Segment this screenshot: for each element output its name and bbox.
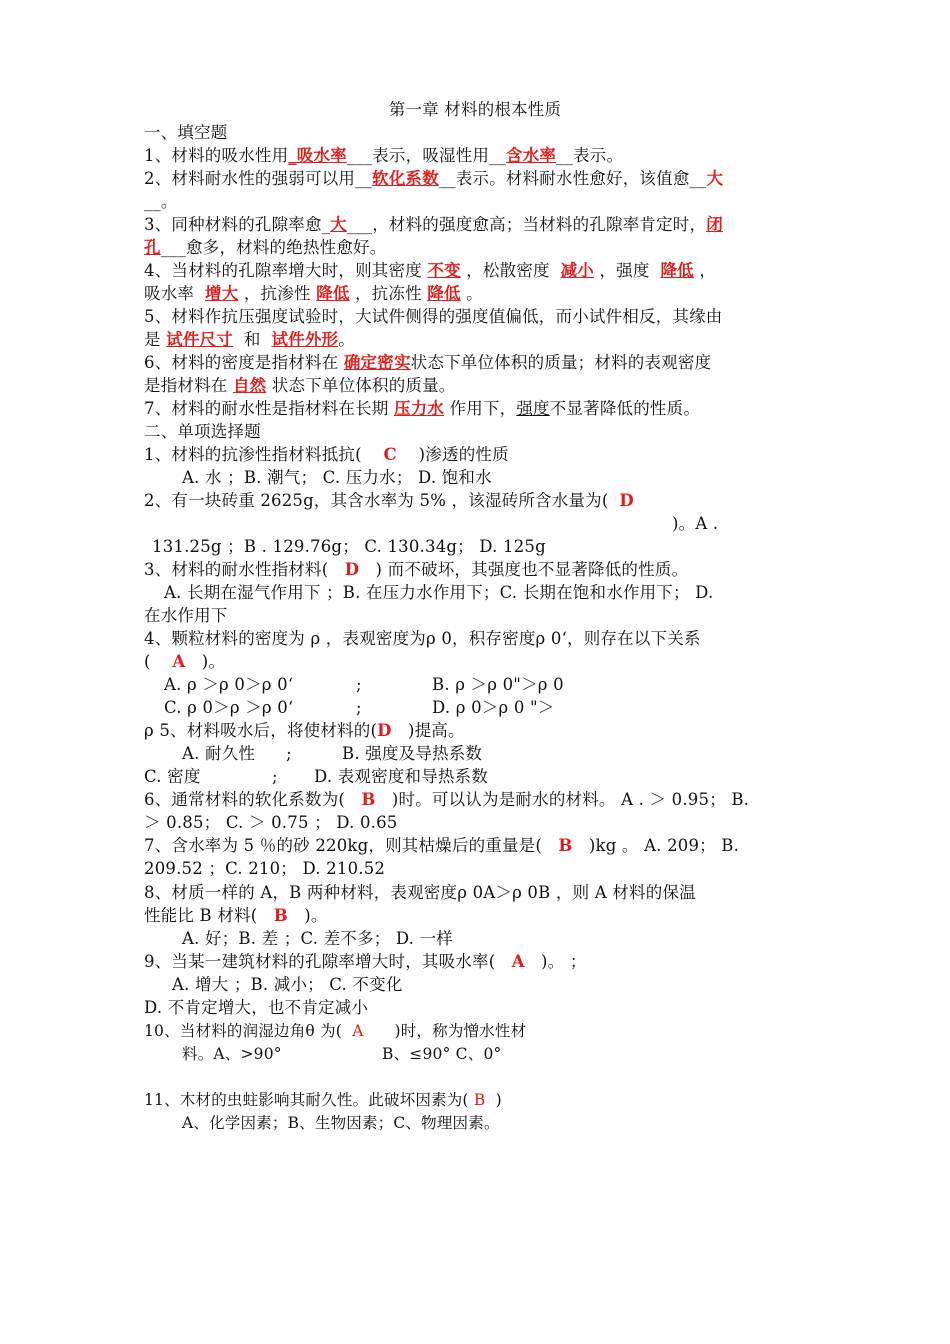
answer-letter: B [273,906,288,925]
answer-letter: D [619,491,634,510]
answer-letter: B [473,1091,486,1109]
fill-q2: 2、材料耐水性的强弱可以用__软化系数__表示。材料耐水性愈好，该值愈__大 [144,169,724,188]
choice-q5-options-ab: A. 耐久性 ; B. 强度及导热系数 [182,744,483,763]
section-heading-fill-in: 一、填空题 [144,123,228,142]
fill-q6-cont: 是指材料在 自然 状态下单位体积的质量。 [144,376,456,395]
choice-q5-options-cd: C. 密度 ; D. 表观密度和导热系数 [144,767,489,786]
choice-q11: 11、木材的虫蛀影响其耐久性。此破坏因素为( B ) [144,1091,502,1109]
answer-letter: A [352,1022,364,1040]
answer-blank: 大 [706,169,724,188]
answer-letter: D [344,560,360,579]
answer-blank: 软化系数 [372,169,439,188]
answer-blank: 试件外形 [271,330,339,349]
choice-q4-options-ab: A. ρ ＞ρ 0＞ρ 0‘ ; B. ρ ＞ρ 0"＞ρ 0 [164,675,564,694]
choice-q6: 6、通常材料的软化系数为( B )时。可以认为是耐水的材料。 A . ＞ 0.95； B. [144,790,750,809]
fill-q5-cont: 是 试件尺寸 和 试件外形。 [144,330,355,349]
choice-q6-options: ＞ 0.85； C. ＞ 0.75 ； D. 0.65 [144,813,398,832]
choice-q4-cont: ( A )。 [144,652,226,671]
answer-letter: D [377,721,392,740]
choice-q3-options: A. 长期在湿气作用下 ；B. 在压力水作用下；C. 长期在饱和水作用下； D. [164,583,714,602]
answer-blank: 含水率 [506,146,557,165]
fill-q3: 3、同种材料的孔隙率愈_大___，材料的强度愈高；当材料的孔隙率肯定时，闭 [144,215,723,234]
section-heading-choice: 二、单项选择题 [144,422,261,441]
choice-q3: 3、材料的耐水性指材料( D ) 而不破坏，其强度也不显著降低的性质。 [144,560,689,579]
answer-blank: 孔 [144,238,161,257]
choice-q10-cont: 料。A、>90° B、≤90° C、0° [182,1045,502,1063]
fill-q3-cont: 孔___愈多，材料的绝热性愈好。 [144,238,387,257]
choice-q2-cont: )。A . [672,514,719,533]
answer-blank: 大 [330,215,347,234]
choice-q9-options: A. 增大 ；B. 减小； C. 不变化 [172,975,403,994]
fill-q1: 1、材料的吸水性用_吸水率___表示，吸湿性用__含水率__表示。 [144,146,624,165]
chapter-title: 第一章 材料的根本性质 [388,100,562,119]
answer-blank: 闭 [706,215,723,234]
choice-q8-cont: 性能比 B 材料( B )。 [144,906,328,925]
choice-q8: 8、材质一样的 A，B 两种材料，表观密度ρ 0A＞ρ 0B ，则 A 材料的保温 [144,883,696,902]
choice-q4: 4、颗粒材料的密度为 ρ ，表观密度为ρ 0，积存密度ρ 0‘，则存在以下关系 [144,629,701,648]
choice-q1-options: A. 水 ；B. 潮气； C. 压力水； D. 饱和水 [182,468,492,487]
answer-blank: 确定密实 [343,353,411,372]
fill-q2-cont: __。 [144,192,178,211]
answer-blank: _吸水率 [288,146,347,165]
choice-q4-options-cd: C. ρ 0＞ρ ＞ρ 0‘ ; D. ρ 0＞ρ 0 "＞ [164,698,555,717]
choice-q5: ρ 5、材料吸水后，将使材料的(D )提高。 [144,721,465,740]
fill-q4: 4、当材料的孔隙率增大时，则其密度 不变 ，松散密度 减小 ，强度 降低 ， [144,261,717,280]
fill-q4-cont: 吸水率 增大 ，抗渗性 降低 ，抗冻性 降低 。 [144,284,483,303]
choice-q9-options-cont: D. 不肯定增大，也不肯定减小 [144,998,369,1017]
answer-letter: C [383,445,397,464]
choice-q3-options-cont: 在水作用下 [144,606,228,625]
choice-q10: 10、当材料的润湿边角θ 为( A )时，称为憎水性材 [144,1022,527,1040]
fill-q5: 5、材料作抗压强度试验时，大试件侧得的强度值偏低，而小试件相反，其缘由 [144,307,723,326]
answer-letter: B [361,790,376,809]
answer-letter: A [172,652,186,671]
answer-blank: 降低 [660,261,694,280]
answer-blank: 增大 [205,284,239,303]
choice-q11-options: A、化学因素；B、生物因素；C、物理因素。 [182,1114,500,1132]
fill-q7: 7、材料的耐水性是指材料在长期 压力水 作用下，强度不显著降低的性质。 [144,399,701,418]
answer-blank: 自然 [232,376,267,395]
fill-q6: 6、材料的密度是指材料在 确定密实状态下单位体积的质量；材料的表观密度 [144,353,712,372]
answer-blank: 试件尺寸 [166,330,233,349]
choice-q7-options: 209.52 ；C. 210； D. 210.52 [144,859,386,878]
choice-q7: 7、含水率为 5 ％的砂 220kg，则其枯燥后的重量是( B )kg 。 A. 209； B. [144,836,740,855]
answer-blank: 减小 [560,261,595,280]
answer-blank: 降低 [316,284,350,303]
choice-q9: 9、当某一建筑材料的孔隙率增大时，其吸水率( A )。 ； [144,952,587,971]
answer-blank: 不变 [427,261,461,280]
choice-q2: 2、有一块砖重 2625g，其含水率为 5% ，该湿砖所含水量为( D [144,491,634,510]
answer-blank: 降低 [427,284,461,303]
answer-letter: A [511,952,525,971]
answer-letter: B [558,836,573,855]
choice-q2-options: 131.25g ；B . 129.76g； C. 130.34g； D. 125g [152,537,546,556]
answer-blank: 压力水 [393,399,445,418]
choice-q1: 1、材料的抗渗性指材料抵抗( C )渗透的性质 [144,445,509,464]
choice-q8-options: A. 好；B. 差 ；C. 差不多； D. 一样 [182,929,453,948]
